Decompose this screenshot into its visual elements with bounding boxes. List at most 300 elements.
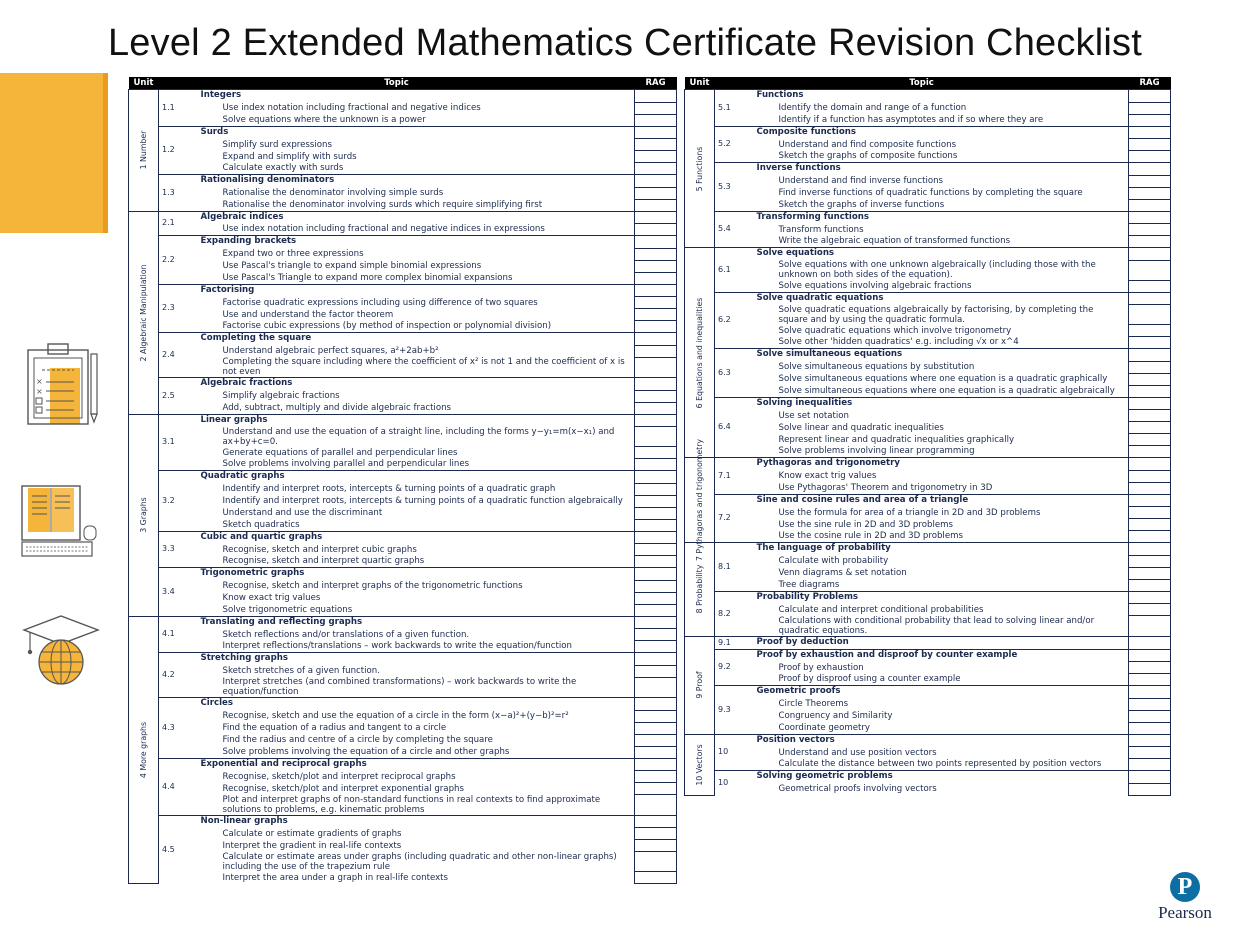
section-number: 5.4 [715,211,737,248]
rag-checkbox[interactable] [635,297,677,309]
rag-checkbox[interactable] [1129,686,1171,699]
rag-checkbox[interactable] [635,139,677,151]
rag-checkbox[interactable] [1129,260,1171,280]
section-heading: Trigonometric graphs [200,568,305,578]
rag-checkbox[interactable] [635,427,677,447]
rag-checkbox[interactable] [1129,361,1171,373]
topic-cell [181,507,635,519]
rag-checkbox[interactable] [1129,248,1171,261]
rag-checkbox[interactable] [635,629,677,641]
topic-cell [181,758,635,771]
rag-checkbox[interactable] [1129,211,1171,224]
table-row [129,402,677,414]
rag-checkbox[interactable] [635,665,677,677]
topic-item: Solve other 'hidden quadratics' e.g. including √x or x^4 [778,337,1019,348]
section-number: 10 [715,734,737,771]
pearson-wordmark: Pearson [1158,903,1212,922]
table-row [129,114,677,126]
topic-cell [181,390,635,402]
rag-checkbox[interactable] [1129,187,1171,199]
table-row [685,674,1171,686]
topic-cell [737,519,1129,531]
unit-label: 6 Equations and inequalities [694,297,704,408]
topic-cell [737,591,1129,604]
topic-cell [181,224,635,236]
laptop-book-icon [20,480,102,560]
unit-label-cell [685,248,715,458]
section-heading: Quadratic graphs [200,471,285,481]
rag-checkbox[interactable] [1129,531,1171,543]
section-heading-row [129,378,677,391]
rag-checkbox[interactable] [1129,710,1171,722]
topic-item: Understand and use the discriminant [222,508,383,518]
rag-header: RAG [635,77,677,90]
topic-cell [181,402,635,414]
section-heading: Composite functions [756,126,856,137]
topic-header: Topic [715,77,1129,90]
table-row [129,224,677,236]
section-number: 3.3 [159,531,181,568]
rag-checkbox[interactable] [635,447,677,459]
topic-cell [181,321,635,333]
table-row [129,872,677,884]
unit-label: 7 Pythagoras and trigonometry [694,438,704,562]
rag-checkbox[interactable] [1129,114,1171,126]
rag-checkbox[interactable] [635,272,677,284]
section-heading: Linear graphs [200,414,268,425]
topic-cell [181,459,635,471]
topic-cell [737,305,1129,325]
topic-item: Recognise, sketch and interpret graphs of the trigonometric functions [222,581,523,591]
rag-checkbox[interactable] [1129,579,1171,591]
topic-cell [737,385,1129,397]
section-number: 10 [715,771,737,796]
section-heading: Pythagoras and trigonometry [756,458,900,468]
topic-item: Sketch quadratics [222,519,300,530]
rag-checkbox[interactable] [635,309,677,321]
rag-checkbox[interactable] [1129,446,1171,458]
unit-label-cell [685,734,715,795]
section-heading: Integers [200,90,242,100]
section-heading: Solve quadratic equations [756,292,884,303]
topic-item: Solve linear and quadratic inequalities [778,422,944,433]
rag-checkbox[interactable] [1129,783,1171,795]
rag-checkbox[interactable] [1129,482,1171,494]
topic-cell [181,872,635,884]
table-row [129,495,677,507]
rag-checkbox[interactable] [1129,236,1171,248]
topic-cell [737,211,1129,224]
rag-checkbox[interactable] [635,114,677,126]
rag-checkbox[interactable] [1129,422,1171,434]
rag-checkbox[interactable] [1129,649,1171,662]
section-number: 6.1 [715,248,737,293]
section-number: 7.2 [715,494,737,543]
topic-cell [737,292,1129,305]
topic-item: Calculate the distance between two points represented by position vectors [778,759,1102,770]
rag-checkbox[interactable] [1129,325,1171,337]
table-row [129,151,677,163]
rag-checkbox[interactable] [1129,543,1171,556]
section-heading-row [685,292,1171,305]
topic-cell [737,567,1129,579]
rag-checkbox[interactable] [635,459,677,471]
topic-item: Solve simultaneous equations by substitution [778,362,975,372]
rag-checkbox[interactable] [1129,385,1171,397]
rag-checkbox[interactable] [635,260,677,272]
table-row [685,698,1171,710]
rag-checkbox[interactable] [1129,734,1171,747]
rag-checkbox[interactable] [1129,567,1171,579]
rag-checkbox[interactable] [635,544,677,556]
table-row [685,139,1171,151]
section-heading-row [685,543,1171,556]
section-number: 6.3 [715,349,737,398]
table-row [129,248,677,260]
rag-checkbox[interactable] [635,698,677,711]
rag-checkbox[interactable] [635,224,677,236]
topic-item: Use and understand the factor theorem [222,309,394,320]
left-checklist [128,77,676,884]
rag-checkbox[interactable] [635,345,677,357]
rag-checkbox[interactable] [1129,470,1171,482]
rag-checkbox[interactable] [635,163,677,175]
topic-item: Identify if a function has asymptotes and if so where they are [778,114,1044,125]
table-row [685,410,1171,422]
table-row [685,325,1171,337]
topic-cell [181,236,635,249]
section-heading-row [129,414,677,427]
rag-checkbox[interactable] [1129,747,1171,759]
section-heading: Solve equations [756,248,835,258]
topic-cell [737,175,1129,187]
table-row [129,828,677,840]
rag-checkbox[interactable] [1129,616,1171,637]
section-heading: Stretching graphs [200,653,288,663]
topic-item: Transform functions [778,224,864,235]
rag-checkbox[interactable] [635,677,677,698]
rag-checkbox[interactable] [1129,604,1171,616]
table-row [685,337,1171,349]
topic-cell [737,674,1129,686]
topic-cell [737,434,1129,446]
section-heading-row [129,531,677,544]
unit-label-cell [685,90,715,248]
rag-checkbox[interactable] [635,102,677,114]
rag-checkbox[interactable] [635,321,677,333]
rag-checkbox[interactable] [635,414,677,427]
topic-cell [737,151,1129,163]
topic-item: Tree diagrams [778,579,840,590]
rag-checkbox[interactable] [1129,555,1171,567]
svg-text:×: × [36,387,43,396]
rag-checkbox[interactable] [635,616,677,629]
rag-checkbox[interactable] [1129,151,1171,163]
rag-checkbox[interactable] [1129,280,1171,292]
table-row [685,507,1171,519]
table-row [685,151,1171,163]
rag-checkbox[interactable] [1129,698,1171,710]
rag-checkbox[interactable] [635,175,677,188]
rag-checkbox[interactable] [635,580,677,592]
rag-checkbox[interactable] [635,507,677,519]
table-row [685,361,1171,373]
section-heading-row [685,248,1171,261]
topic-item: Congruency and Similarity [778,711,893,721]
rag-checkbox[interactable] [1129,305,1171,325]
table-row [129,357,677,378]
rag-checkbox[interactable] [1129,771,1171,784]
topic-cell [737,90,1129,103]
topic-item: Interpret reflections/translations – work backwards to write the equation/function [222,641,572,652]
table-row [685,747,1171,759]
rag-checkbox[interactable] [1129,349,1171,362]
rag-checkbox[interactable] [1129,434,1171,446]
section-number: 2.2 [159,236,181,285]
rag-checkbox[interactable] [1129,90,1171,103]
rag-checkbox[interactable] [635,815,677,828]
rag-checkbox[interactable] [635,795,677,816]
rag-checkbox[interactable] [1129,458,1171,471]
rag-checkbox[interactable] [1129,292,1171,305]
rag-checkbox[interactable] [635,722,677,734]
rag-checkbox[interactable] [635,771,677,783]
table-row [685,482,1171,494]
rag-checkbox[interactable] [1129,662,1171,674]
section-heading-row [685,397,1171,410]
topic-item: Recognise, sketch/plot and interpret reciprocal graphs [222,771,456,782]
table-row [685,187,1171,199]
rag-checkbox[interactable] [1129,410,1171,422]
topic-item: Understand and use the equation of a straight line, including the forms y−y₁=m(x−x₁) and ax+by+c=0. [222,426,615,447]
table-row [129,852,677,872]
table-row [129,139,677,151]
table-row [129,309,677,321]
table-row [129,427,677,447]
rag-checkbox[interactable] [635,653,677,666]
topic-cell [181,544,635,556]
table-row [685,224,1171,236]
topic-cell [181,284,635,297]
topic-item: Solve trigonometric equations [222,604,353,615]
right-checklist [684,77,1170,796]
section-heading: Inverse functions [756,163,841,173]
unit-label-cell [129,90,159,212]
topic-cell [737,114,1129,126]
rag-checkbox[interactable] [635,710,677,722]
topic-cell [737,722,1129,734]
rag-checkbox[interactable] [635,333,677,346]
topic-cell [737,710,1129,722]
table-row [129,734,677,746]
section-heading-row [685,211,1171,224]
rag-checkbox[interactable] [635,390,677,402]
table-row [129,771,677,783]
rag-checkbox[interactable] [1129,139,1171,151]
rag-checkbox[interactable] [1129,224,1171,236]
section-heading: Proof by deduction [756,636,849,647]
rag-checkbox[interactable] [635,734,677,746]
rag-checkbox[interactable] [1129,373,1171,385]
rag-checkbox[interactable] [635,495,677,507]
rag-checkbox[interactable] [1129,337,1171,349]
table-row [129,483,677,495]
rag-checkbox[interactable] [635,872,677,884]
section-heading-row [129,758,677,771]
table-row [685,422,1171,434]
rag-checkbox[interactable] [635,126,677,139]
topic-item: Circle Theorems [778,699,849,709]
section-heading-row [685,163,1171,176]
topic-item: Solve simultaneous equations where one equation is a quadratic algebraically [778,385,1115,396]
clipboard-checklist-icon [22,340,104,430]
table-row [129,459,677,471]
topic-item: Solve equations where the unknown is a power [222,114,426,125]
table-row [685,102,1171,114]
rag-checkbox[interactable] [635,556,677,568]
topic-cell [737,349,1129,362]
topic-item: Use index notation including fractional and negative indices [222,103,481,113]
topic-item: Expand two or three expressions [222,249,364,259]
section-number: 8.2 [715,591,737,636]
topic-cell [181,272,635,284]
topic-cell [181,199,635,211]
section-number: 2.4 [159,333,181,378]
topic-cell [737,494,1129,507]
rag-checkbox[interactable] [635,531,677,544]
rag-checkbox[interactable] [1129,199,1171,211]
section-heading: Completing the square [200,333,312,343]
table-row [129,840,677,852]
rag-checkbox[interactable] [635,211,677,224]
rag-checkbox[interactable] [635,758,677,771]
rag-checkbox[interactable] [635,483,677,495]
topic-cell [737,422,1129,434]
rag-checkbox[interactable] [1129,507,1171,519]
rag-checkbox[interactable] [635,852,677,872]
table-row [685,305,1171,325]
rag-checkbox[interactable] [1129,175,1171,187]
section-heading: Non-linear graphs [200,815,288,826]
rag-checkbox[interactable] [635,236,677,249]
rag-checkbox[interactable] [1129,102,1171,114]
section-heading-row [685,771,1171,784]
topic-item: Use Pascal's Triangle to expand more complex binomial expansions [222,272,513,283]
topic-item: Find inverse functions of quadratic functions by completing the square [778,188,1083,198]
topic-cell [181,211,635,224]
section-heading-row [129,698,677,711]
section-heading: Expanding brackets [200,236,297,246]
rag-checkbox[interactable] [635,840,677,852]
topic-item: Indentify and interpret roots, intercepts & turning points of a quadratic graph [222,484,556,494]
topic-item: Solve quadratic equations which involve trigonometry [778,325,1012,336]
rag-checkbox[interactable] [635,199,677,211]
topic-cell [737,747,1129,759]
topic-item: Generate equations of parallel and perpendicular lines [222,447,458,458]
rag-checkbox[interactable] [1129,636,1171,649]
rag-checkbox[interactable] [635,828,677,840]
rag-checkbox[interactable] [635,187,677,199]
rag-checkbox[interactable] [635,746,677,758]
rag-checkbox[interactable] [1129,759,1171,771]
rag-checkbox[interactable] [635,151,677,163]
unit-label: 1 Number [138,130,148,170]
accent-bar [103,73,108,233]
rag-checkbox[interactable] [635,402,677,414]
topic-item: Sketch the graphs of composite functions [778,151,958,162]
section-heading-row [685,494,1171,507]
accent-block [0,73,108,233]
rag-checkbox[interactable] [635,357,677,378]
topic-item: Calculate or estimate areas under graphs (including quadratic and other non-linear graphs) including the use of the trapezium rule [222,851,617,872]
topic-cell [181,114,635,126]
rag-checkbox[interactable] [1129,397,1171,410]
rag-checkbox[interactable] [635,519,677,531]
table-row [685,260,1171,280]
rag-checkbox[interactable] [635,90,677,103]
section-heading: The language of probability [756,543,891,553]
topic-cell [737,361,1129,373]
rag-checkbox[interactable] [1129,519,1171,531]
rag-checkbox[interactable] [635,471,677,484]
topic-cell [181,471,635,484]
section-number: 4.3 [159,698,181,759]
topic-cell [181,483,635,495]
rag-checkbox[interactable] [1129,163,1171,176]
table-row [685,175,1171,187]
rag-checkbox[interactable] [635,568,677,581]
rag-checkbox[interactable] [635,378,677,391]
rag-checkbox[interactable] [635,592,677,604]
topic-item: Use Pascal's triangle to expand simple binomial expressions [222,261,482,271]
topic-item: Factorise quadratic expressions including using difference of two squares [222,297,538,308]
topic-item: Know exact trig values [778,471,877,481]
topic-item: Interpret stretches (and combined transformations) – work backwards to write the equation/function [222,677,577,697]
topic-item: Simplify algebraic fractions [222,391,340,401]
topic-item: Coordinate geometry [778,722,870,733]
topic-item: Calculate and interpret conditional probabilities [778,604,984,615]
topic-cell [737,187,1129,199]
topic-cell [181,641,635,653]
topic-cell [181,139,635,151]
topic-cell [181,151,635,163]
rag-checkbox[interactable] [1129,674,1171,686]
rag-checkbox[interactable] [635,284,677,297]
rag-checkbox[interactable] [1129,591,1171,604]
topic-cell [181,592,635,604]
rag-checkbox[interactable] [635,641,677,653]
section-number: 2.3 [159,284,181,333]
rag-checkbox[interactable] [635,248,677,260]
table-row [129,629,677,641]
rag-checkbox[interactable] [1129,494,1171,507]
page-title: Level 2 Extended Mathematics Certificate Revision Checklist [107,22,1143,64]
rag-checkbox[interactable] [635,604,677,616]
table-row [685,579,1171,591]
topic-cell [181,333,635,346]
topic-item: Solve equations involving algebraic fractions [778,280,972,291]
topic-cell [181,495,635,507]
section-number: 5.2 [715,126,737,163]
rag-checkbox[interactable] [1129,126,1171,139]
rag-checkbox[interactable] [635,783,677,795]
topic-cell [737,470,1129,482]
table-row [685,236,1171,248]
rag-checkbox[interactable] [1129,722,1171,734]
topic-cell [181,653,635,666]
topic-cell [737,337,1129,349]
section-heading: Geometric proofs [756,686,841,696]
